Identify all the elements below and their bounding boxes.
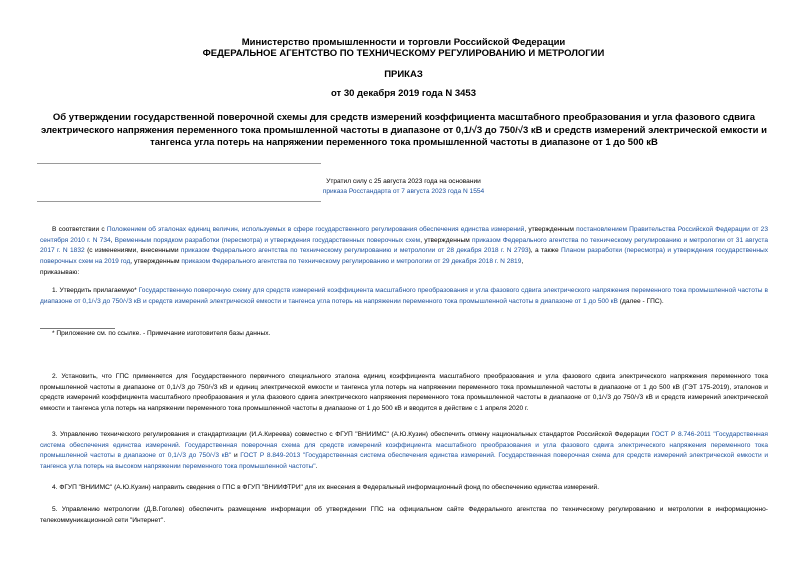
clause-1-text-a: 1. Утвердить прилагаемую* [52,287,139,294]
temporary-procedure-link[interactable]: Временным порядком разработки (пересмотра) и утверждения государственных поверочных схем [114,236,421,244]
preamble-text-a: В соответствии с [52,226,107,233]
order-2793-link[interactable]: приказом Федерального агентства по техническому регулированию и метрологии от 28 декабря 2018 г. N 2793 [180,247,529,255]
status-link-wrap [0,188,807,195]
verification-scheme-link[interactable]: Государственную поверочную схему для средств измерений коэффициента масштабного преобразования и угла фазового сдвига электрического напряжения переменного тока промышленной частоты в диапазоне от 0,1/√3 до 750/√3 кВ и средств измерений электрической емкости и тангенса угла потерь на напряжении переменного тока промышленной частоты в диапазоне от 1 до 500 кВ [40,287,768,305]
clause-3-text-a: 3. Управлению технического регулирования и стандартизации (И.А.Киреева) совместно с ФГУП "ВНИИМС" (А.Ю.Кузин) обеспечить отмену национальных стандартов Российской Федерации [52,431,652,438]
divider-top [37,163,321,164]
document-title: Об утверждении государственной поверочной схемы для средств измерений коэффициента масштабного преобразования и угла фазового сдвига электрического напряжения переменного тока промышленной частоты в диапазоне от 0,1/√3 до 750/√3 кВ и средств измерений электрической емкости и тангенса угла потерь на напряжении переменного тока промышленной частоты в диапазоне от 1 до 500 кВ [41,112,767,148]
preamble-paragraph [40,225,768,267]
clause-2: 2. Установить, что ГПС применяется для Государственного первичного специального эталона единиц коэффициента масштабного преобразования и угла фазового сдвига электрического напряжения переменного тока промышленной частоты в диапазоне от 0,1/√3 до 750/√3 кВ и единиц электрической емкости и тангенса угла потерь на напряжении переменного тока промышленной частоты в диапазоне от 1 до 500 кВ (ГЭТ 175-2019), эталонов и средств измерений коэффициента масштабного преобразования и угла фазового сдвига электрического напряжения переменного тока промышленной частоты в диапазоне от 0,1/√3 до 750/√3 кВ и средств измерений электрической емкости и тангенса угла потерь на напряжении переменного тока промышленной частоты в диапазоне от 1 до 500 кВ и вводится в действие с 1 апреля 2020 г. [40,373,768,412]
footnote: * Приложение см. по ссылке. - Примечание изготовителя базы данных. [52,330,271,337]
preamble-text-f: ), а также [528,247,562,255]
clause-3-text-b: и [231,452,241,460]
preamble-text-e: (с изменениями, внесенными [84,247,181,255]
clause-5: 5. Управлению метрологии (Д.В.Гоголев) обеспечить размещение информации об утверждении ГПС на официальном сайте Федерального агентства по техническому регулированию и метрологии в информационно-телекоммуникационной сети "Интернет". [40,506,768,524]
document-type: ПРИКАЗ [384,69,423,80]
clause-3-text-c: . [315,462,318,470]
preamble-text-h: , [521,257,524,265]
government-decree-link[interactable]: постановлением Правительства Российской Федерации от 23 сентября 2010 г. N 734 [40,226,769,244]
status-note: Утратил силу с 25 августа 2023 года на основании [326,178,481,185]
regulation-link[interactable]: Положением об эталонах единиц величин, используемых в сфере государственного регулирования обеспечения единства измерений [106,226,525,233]
document-date-number: от 30 декабря 2019 года N 3453 [330,88,476,99]
divider-bottom [37,201,321,202]
order-word: приказываю: [40,269,80,276]
order-1832-link[interactable]: приказом Федерального агентства по техническому регулированию и метрологии от 31 августа 2017 г. N 1832 [40,236,768,255]
order-2819-link[interactable]: приказом Федерального агентства по техническому регулированию и метрологии от 29 декабря 2018 г. N 2819 [181,257,522,265]
gost-8-849-link[interactable]: ГОСТ Р 8.849-2013 "Государственная система обеспечения единства измерений. Государственная поверочная схема для средств измерений электрической емкости и тангенса угла потерь на высоком напряжении переменного тока промышленной частоты" [40,452,768,470]
plan-2019-link[interactable]: Планом разработки (пересмотра) и утверждения государственных поверочных схем на 2019 год [40,247,768,265]
preamble-text-b: , утвержденным [524,226,577,233]
preamble-text-c: , [110,236,115,244]
gost-8-746-link[interactable]: ГОСТ Р 8.746-2011 "Государственная система обеспечения единства измерений. Государственная поверочная схема для средств измерений коэффициента масштабного преобразования и угла фазового сдвига электрического напряжения переменного тока промышленной частоты в диапазоне от 0,1/√3 до 750/√3 кВ" [40,431,768,460]
clause-1 [40,286,768,307]
clause-3 [40,430,768,472]
agency-name: ФЕДЕРАЛЬНОЕ АГЕНТСТВО ПО ТЕХНИЧЕСКОМУ РЕГУЛИРОВАНИЮ И МЕТРОЛОГИИ [202,48,605,59]
repeal-order-link[interactable]: приказа Росстандарта от 7 августа 2023 года N 1554 [322,188,485,195]
clause-1-text-b: (далее - ГПС). [617,297,664,305]
clause-4: 4. ФГУП "ВНИИМС" (А.Ю.Кузин) направить сведения о ГПС в ФГУП "ВНИИФТРИ" для их внесения в Федеральный информационный фонд по обеспечению единства измерений. [52,484,600,491]
ministry-name: Министерство промышленности и торговли Российской Федерации [241,37,566,48]
preamble-text-g: , утвержденным [130,257,182,265]
preamble-text-d: , утвержденным [420,236,472,244]
